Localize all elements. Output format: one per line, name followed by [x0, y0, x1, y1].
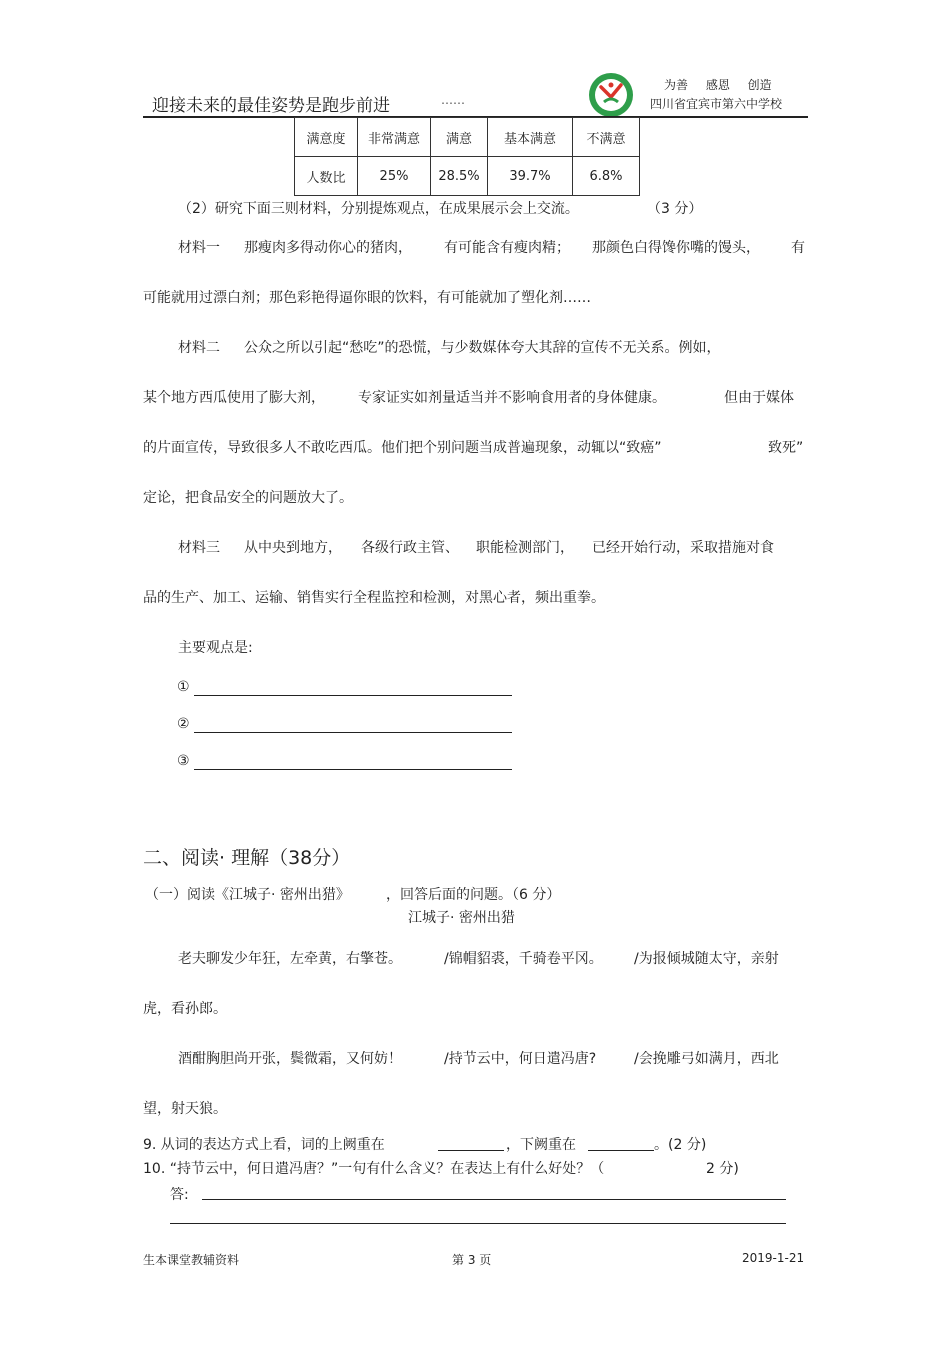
- poem-line: 老夫聊发少年狂，左牵黄，右擎苍。: [178, 951, 402, 967]
- poem-line: 虎，看孙郎。: [143, 1001, 227, 1017]
- table-cell: 基本满意: [488, 118, 573, 157]
- material2-text: 的片面宣传，导致很多人不敢吃西瓜。他们把个别问题当成普遍现象，动辄以“致癌”: [143, 440, 662, 456]
- material2-text: 公众之所以引起“愁吃”的恐慌，与少数媒体夸大其辞的宣传不无关系。例如，: [244, 340, 721, 356]
- material2-text: 致死”: [768, 440, 804, 456]
- material2-text: 专家证实如剂量适当并不影响食用者的身体健康。: [358, 390, 666, 406]
- answer-label: 答:: [170, 1187, 189, 1203]
- q9-blank-1[interactable]: [438, 1150, 504, 1151]
- table-cell: 28.5%: [431, 157, 488, 196]
- poem-line: 酒酣胸胆尚开张，鬓微霜，又何妨！: [178, 1051, 402, 1067]
- q2-prompt: （2）研究下面三则材料，分别提炼观点，在成果展示会上交流。: [178, 201, 579, 217]
- viewpoint-answer-line[interactable]: [194, 732, 512, 733]
- material1-text: 那颜色白得馋你嘴的馒头，: [592, 240, 760, 256]
- header-school-name: 四川省宜宾市第六中学校: [650, 97, 783, 111]
- footer-date: 2019-1-21: [742, 1251, 805, 1265]
- material3-label: 材料三: [178, 540, 220, 556]
- q10-text: 10. “持节云中，何日遣冯唐？”一句有什么含义？在表达上有什么好处？（: [143, 1161, 605, 1177]
- material3-text: 各级行政主管、: [361, 540, 459, 556]
- q9-text: ，下阙重在: [506, 1137, 576, 1153]
- header-slogan: 为善 感恩 创造: [664, 78, 772, 92]
- table-row: [295, 118, 640, 157]
- table-cell: 满意: [431, 118, 488, 157]
- poem-line: /持节云中，何日遣冯唐?: [444, 1051, 597, 1067]
- q10-score: 2 分): [706, 1161, 739, 1177]
- poem-line: /会挽雕弓如满月，西北: [634, 1051, 779, 1067]
- material1-text: 可能就用过漂白剂；那色彩艳得逼你眼的饮料，有可能就加了塑化剂……: [143, 290, 591, 306]
- table-cell: 非常满意: [358, 118, 431, 157]
- header-motto: 迎接未来的最佳姿势是跑步前进: [152, 96, 390, 116]
- viewpoints-label: 主要观点是:: [178, 640, 253, 656]
- q2-score: （3 分）: [647, 201, 703, 217]
- viewpoint-marker: ②: [177, 716, 190, 732]
- material2-label: 材料二: [178, 340, 220, 356]
- table-cell: 39.7%: [488, 157, 573, 196]
- material2-text: 但由于媒体: [724, 390, 794, 406]
- viewpoint-marker: ③: [177, 753, 190, 769]
- table-cell: 满意度: [295, 118, 358, 157]
- table-cell: 25%: [358, 157, 431, 196]
- material3-text: 品的生产、加工、运输、销售实行全程监控和检测，对黑心者，频出重拳。: [143, 590, 605, 606]
- viewpoint-answer-line[interactable]: [194, 695, 512, 696]
- table-cell: 6.8%: [573, 157, 640, 196]
- table-cell: 人数比: [295, 157, 358, 196]
- section2-subsection: （一）阅读《江城子· 密州出猎》: [145, 887, 350, 903]
- material1-text: 有: [791, 240, 805, 256]
- footer-page-number: 第 3 页: [452, 1253, 492, 1267]
- q9-score: 。(2 分): [654, 1137, 707, 1153]
- material3-text: 职能检测部门，: [476, 540, 574, 556]
- poem-line: 望，射天狼。: [143, 1101, 227, 1117]
- material3-text: 已经开始行动，采取措施对食: [592, 540, 774, 556]
- material1-text: 有可能含有瘦肉精；: [444, 240, 570, 256]
- q10-answer-line[interactable]: [170, 1223, 786, 1224]
- q10-answer-line[interactable]: [202, 1199, 786, 1200]
- material1-label: 材料一: [178, 240, 220, 256]
- poem-title: 江城子· 密州出猎: [408, 910, 515, 926]
- table-row: [295, 157, 640, 196]
- poem-line: /为报倾城随太守，亲射: [634, 951, 779, 967]
- school-logo-icon: [588, 72, 634, 118]
- material3-text: 从中央到地方，: [244, 540, 342, 556]
- section2-subsection-tail: ，回答后面的问题。（6 分）: [386, 887, 561, 903]
- q9-blank-2[interactable]: [588, 1150, 654, 1151]
- material2-text: 某个地方西瓜使用了膨大剂，: [143, 390, 325, 406]
- header-ellipsis: ……: [441, 93, 465, 107]
- q9-text: 9. 从词的表达方式上看，词的上阙重在: [143, 1137, 385, 1153]
- satisfaction-table: [294, 117, 640, 196]
- material2-text: 定论，把食品安全的问题放大了。: [143, 490, 353, 506]
- section2-title: 二、阅读· 理解（38分）: [143, 847, 351, 869]
- viewpoint-marker: ①: [177, 679, 190, 695]
- footer-left: 生本课堂教辅资料: [143, 1253, 240, 1267]
- material1-text: 那瘦肉多得动你心的猪肉，: [244, 240, 412, 256]
- poem-line: /锦帽貂裘，千骑卷平冈。: [444, 951, 603, 967]
- viewpoint-answer-line[interactable]: [194, 769, 512, 770]
- table-cell: 不满意: [573, 118, 640, 157]
